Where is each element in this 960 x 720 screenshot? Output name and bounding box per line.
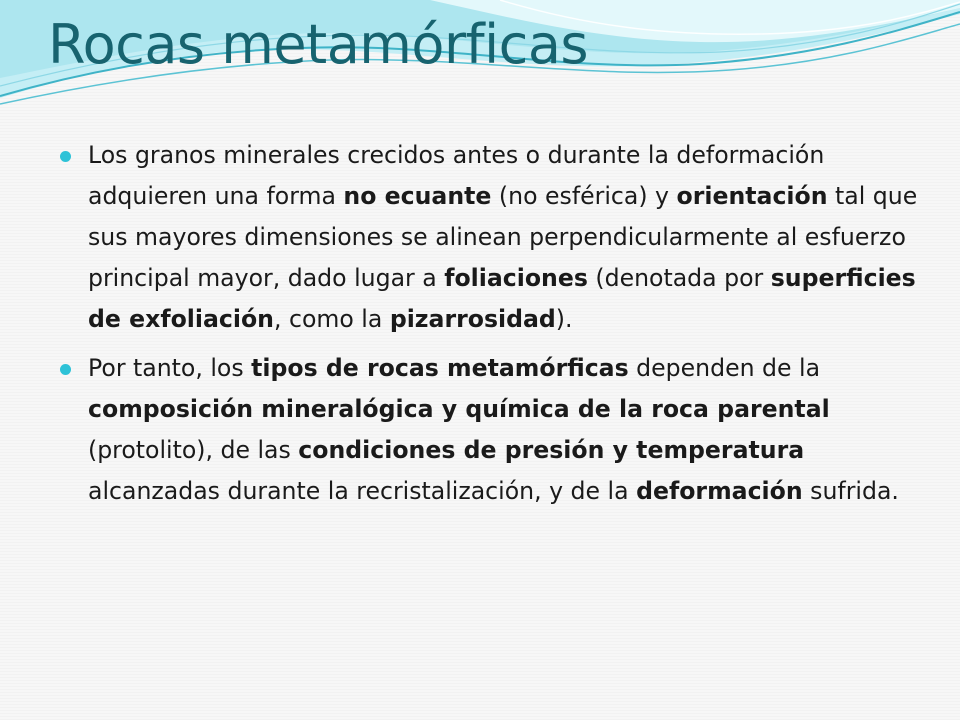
bold-term: no ecuante: [343, 182, 492, 210]
bullet-item: [88, 135, 918, 340]
text-run: dependen de la: [628, 354, 821, 382]
text-run: , como la: [273, 305, 390, 333]
text-run: alcanzadas durante la recristalización, y de la: [88, 477, 637, 505]
bold-term: superficies de exfoliación: [88, 264, 916, 333]
text-run: sufrida.: [802, 477, 899, 505]
slide-title: Rocas metamórficas: [48, 13, 589, 76]
bold-term: tipos de rocas metamórficas: [251, 354, 629, 382]
bold-term: foliaciones: [444, 264, 588, 292]
text-run: ).: [555, 305, 573, 333]
bullet-text: [88, 354, 899, 505]
text-run: (no esférica) y: [491, 182, 677, 210]
bullet-dot-icon: [60, 151, 71, 162]
bold-term: pizarrosidad: [389, 305, 556, 333]
text-run: Por tanto, los: [88, 354, 252, 382]
bold-term: deformación: [636, 477, 803, 505]
bullet-dot-icon: [60, 364, 71, 375]
bullet-item: [88, 348, 918, 512]
text-run: (denotada por: [587, 264, 771, 292]
bold-term: condiciones de presión y temperatura: [298, 436, 805, 464]
bullet-text: [88, 141, 917, 333]
bold-term: orientación: [676, 182, 828, 210]
text-run: Los granos minerales crecidos antes o durante la deformación adquieren una forma: [88, 141, 825, 210]
bold-term: composición mineralógica y química de la roca parental: [88, 395, 830, 423]
text-run: (protolito), de las: [88, 436, 299, 464]
bullet-list: [88, 135, 918, 520]
text-run: tal que sus mayores dimensiones se alinean perpendicularmente al esfuerzo principal mayor, dado lugar a: [88, 182, 918, 292]
